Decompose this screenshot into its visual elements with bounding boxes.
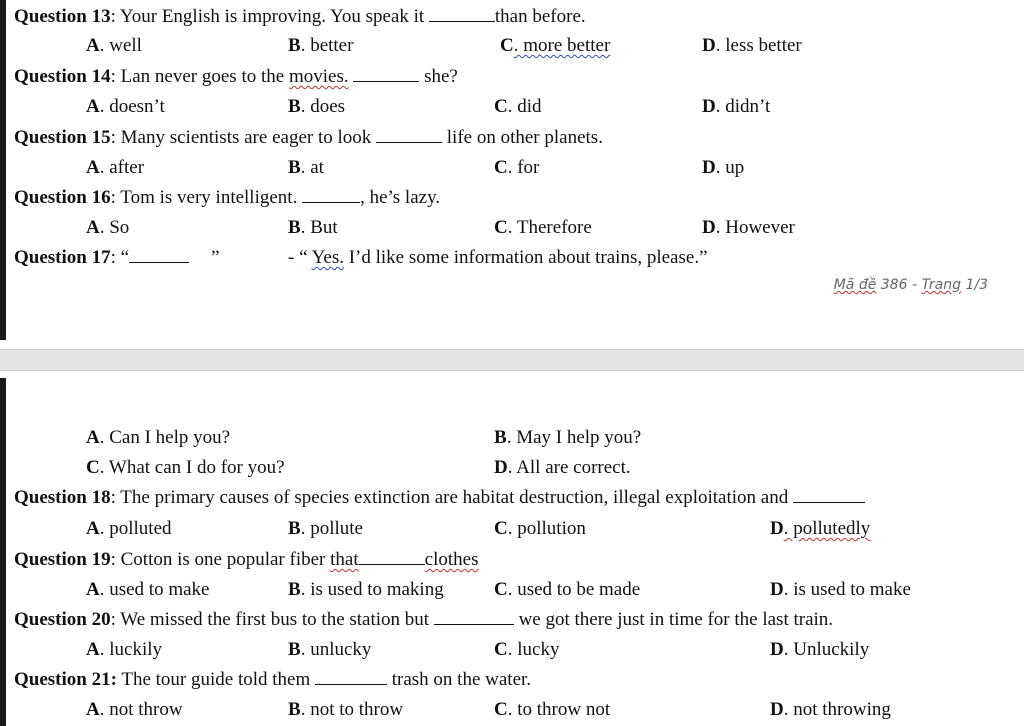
question-20 xyxy=(0,605,1024,635)
option-a: A. well xyxy=(86,35,142,56)
option-a: A. doesn’t xyxy=(86,96,165,117)
question-15-stem: Question 15: Many scientists are eager to look life on other planets. xyxy=(14,123,603,153)
option-c: C. Therefore xyxy=(494,217,592,238)
question-21-options xyxy=(0,695,1024,725)
option-a: A. after xyxy=(86,157,145,178)
answer-blank xyxy=(376,124,442,143)
question-17-stem: Question 17: “ ” xyxy=(14,243,220,273)
question-17-options-row1 xyxy=(0,423,1024,453)
question-14 xyxy=(0,62,1024,92)
option-a: A. luckily xyxy=(86,639,163,660)
question-16 xyxy=(0,183,1024,213)
answer-blank xyxy=(315,666,387,685)
answer-blank xyxy=(434,606,514,625)
question-20-stem: Question 20: We missed the first bus to the station but we got there just in time for the last train. xyxy=(14,605,833,635)
option-d: D. is used to make xyxy=(770,579,911,600)
option-b: B. But xyxy=(288,217,338,238)
question-18-stem: Question 18: The primary causes of species extinction are habitat destruction, illegal exploitation and xyxy=(14,483,865,513)
option-a: A. So xyxy=(86,217,130,238)
question-17 xyxy=(0,243,1024,273)
option-d: D. didn’t xyxy=(702,96,771,117)
option-c: C. to throw not xyxy=(494,699,611,720)
option-c: C. lucky xyxy=(494,639,560,660)
answer-blank xyxy=(793,484,865,503)
option-c: C. What can I do for you? xyxy=(86,457,285,478)
option-c: C. used to be made xyxy=(494,579,641,600)
option-b: B. better xyxy=(288,35,354,56)
question-14-options xyxy=(0,92,1024,122)
question-18 xyxy=(0,483,1024,513)
question-15 xyxy=(0,123,1024,153)
question-21 xyxy=(0,665,1024,695)
answer-blank xyxy=(353,63,419,82)
question-20-options xyxy=(0,635,1024,665)
question-18-options xyxy=(0,514,1024,544)
option-a: A. Can I help you? xyxy=(86,427,231,448)
option-d: D. less better xyxy=(702,35,802,56)
option-d: D. pollutedly xyxy=(770,518,871,539)
answer-blank xyxy=(359,546,425,565)
question-15-options xyxy=(0,153,1024,183)
question-16-stem: Question 16: Tom is very intelligent. , he’s lazy. xyxy=(14,183,440,213)
option-a: A. used to make xyxy=(86,579,210,600)
option-b: B. May I help you? xyxy=(494,427,642,448)
question-13-stem: Question 13: Your English is improving. You speak it than before. xyxy=(14,2,586,32)
option-b: B. does xyxy=(288,96,346,117)
option-b: B. unlucky xyxy=(288,639,372,660)
option-a: A. not throw xyxy=(86,699,183,720)
option-d: D. Unluckily xyxy=(770,639,870,660)
answer-blank xyxy=(302,184,360,203)
page-separator xyxy=(0,349,1024,371)
question-16-options xyxy=(0,213,1024,243)
answer-blank xyxy=(129,244,189,263)
question-19-stem: Question 19: Cotton is one popular fiber that clothes xyxy=(14,545,478,575)
question-17-reply: - “ Yes. I’d like some information about trains, please.” xyxy=(288,247,708,268)
question-13-options xyxy=(0,31,1024,61)
question-13 xyxy=(0,2,1024,32)
page-footer: Mã đề 386 - Trang 1/3 xyxy=(833,277,988,293)
option-a: A. polluted xyxy=(86,518,172,539)
option-b: B. is used to making xyxy=(288,579,444,600)
option-b: B. at xyxy=(288,157,324,178)
answer-blank xyxy=(429,3,495,22)
option-d: D. up xyxy=(702,157,745,178)
option-c: C. did xyxy=(494,96,542,117)
question-17-options-row2 xyxy=(0,453,1024,483)
option-d: D. However xyxy=(702,217,795,238)
question-21-stem: Question 21: The tour guide told them trash on the water. xyxy=(14,665,531,695)
option-d: D. All are correct. xyxy=(494,457,631,478)
option-d: D. not throwing xyxy=(770,699,891,720)
option-c: C. for xyxy=(494,157,540,178)
option-c: C. more better xyxy=(500,35,611,56)
question-19 xyxy=(0,545,1024,575)
option-b: B. pollute xyxy=(288,518,363,539)
question-14-stem: Question 14: Lan never goes to the movies. she? xyxy=(14,62,458,92)
option-c: C. pollution xyxy=(494,518,586,539)
option-b: B. not to throw xyxy=(288,699,404,720)
question-19-options xyxy=(0,575,1024,605)
